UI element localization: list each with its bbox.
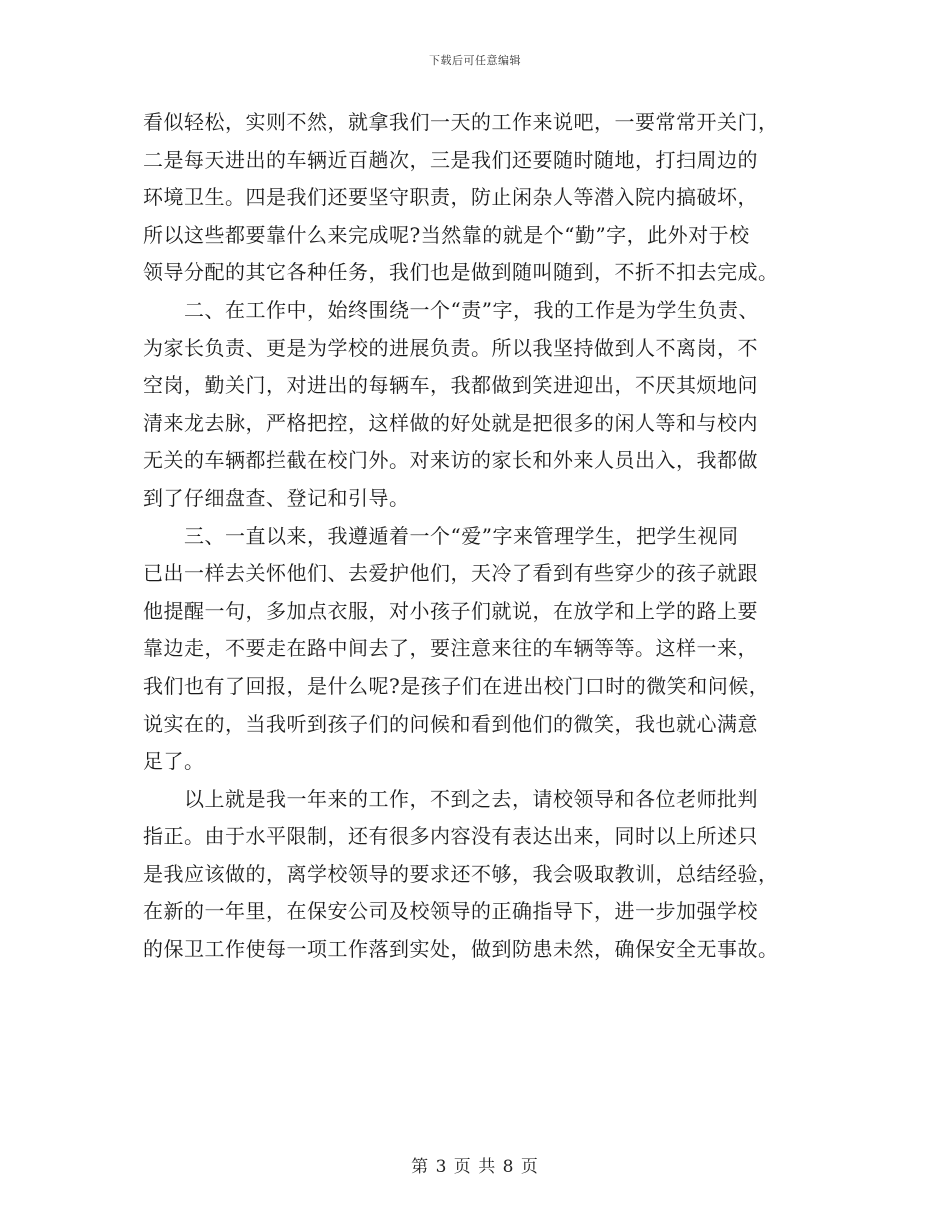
text-line: 清来龙去脉，严格把控，这样做的好处就是把很多的闲人等和与校内 — [143, 410, 758, 435]
text-line: 空岗，勤关门，对进出的每辆车，我都做到笑进迎出，不厌其烦地问 — [143, 373, 758, 398]
text-line: 指正。由于水平限制，还有很多内容没有表达出来，同时以上所述只 — [143, 824, 758, 849]
text-line: 的保卫工作使每一项工作落到实处，做到防患未然，确保安全无事故。 — [143, 937, 779, 962]
text-line: 看似轻松，实则不然，就拿我们一天的工作来说吧，一要常常开关门， — [143, 110, 779, 134]
text-line: 三、一直以来，我遵遁着一个“爱”字来管理学生，把学生视同 — [143, 523, 739, 548]
text-line: 环境卫生。四是我们还要坚守职责，防止闲杂人等潜入院内搞破坏， — [143, 185, 758, 210]
text-line: 到了仔细盘查、登记和引导。 — [143, 485, 410, 510]
text-line: 已出一样去关怀他们、去爱护他们，天冷了看到有些穿少的孩子就跟 — [143, 561, 758, 586]
text-line: 我们也有了回报，是什么呢?是孩子们在进出校门口时的微笑和问候， — [143, 673, 770, 698]
text-line: 靠边走，不要走在路中间去了，要注意来往的车辆等等。这样一来， — [143, 636, 758, 661]
text-line: 在新的一年里，在保安公司及校领导的正确指导下，进一步加强学校 — [143, 899, 758, 924]
text-line: 二是每天进出的车辆近百趟次，三是我们还要随时随地，打扫周边的 — [143, 147, 758, 172]
text-line: 为家长负责、更是为学校的进展负责。所以我坚持做到人不离岗，不 — [143, 335, 758, 360]
text-line: 他提醒一句，多加点衣服，对小孩子们就说，在放学和上学的路上要 — [143, 598, 758, 623]
text-line: 说实在的，当我听到孩子们的问候和看到他们的微笑，我也就心满意 — [143, 711, 758, 736]
document-body — [143, 104, 823, 969]
text-line: 所以这些都要靠什么来完成呢?当然靠的就是个“勤”字，此外对于校 — [143, 222, 750, 247]
text-line: 无关的车辆都拦截在校门外。对来访的家长和外来人员出入，我都做 — [143, 448, 758, 473]
page-number: 第 3 页 共 8 页 — [411, 1157, 539, 1177]
text-line: 足了。 — [143, 749, 205, 774]
text-line: 二、在工作中，始终围绕一个“责”字，我的工作是为学生负责、 — [143, 297, 759, 322]
page-header: 下载后可任意编辑 — [429, 54, 521, 67]
text-line: 是我应该做的，离学校领导的要求还不够，我会吸取教训，总结经验， — [143, 861, 779, 886]
text-line: 领导分配的其它各种任务，我们也是做到随叫随到，不折不扣去完成。 — [143, 260, 779, 285]
text-line: 以上就是我一年来的工作，不到之去，请校领导和各位老师批判 — [143, 786, 758, 811]
